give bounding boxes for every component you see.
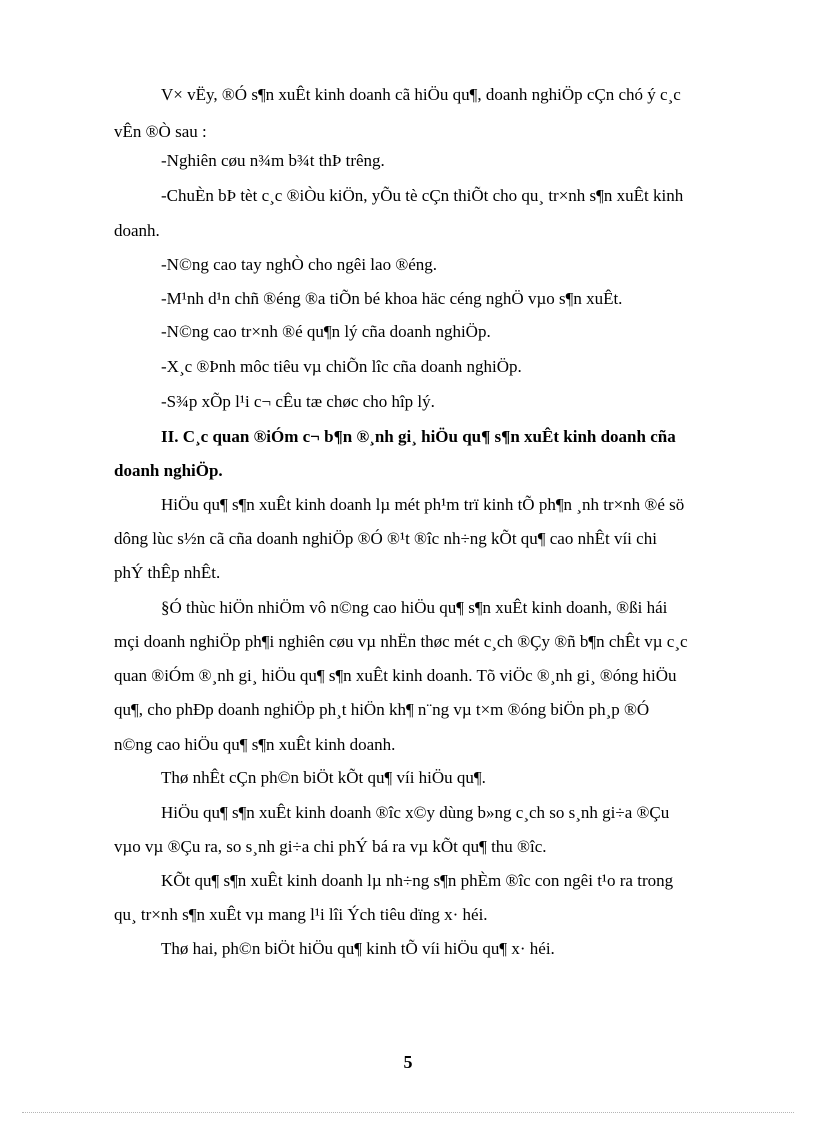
paragraph-line: KÕt qu¶ s¶n xuÊt kinh doanh lµ nh÷ng s¶n phÈm ®îc con ngêi t¹o ra trong xyxy=(161,871,674,890)
paragraph-line: §Ó thùc hiÖn nhiÖm vô n©ng cao hiÖu qu¶ s¶n xuÊt kinh doanh, ®ßi hái xyxy=(161,598,668,617)
paragraph-line: V× vËy, ®Ó s¶n xuÊt kinh doanh cã hiÖu qu¶, doanh nghiÖp cÇn chó ý c¸c xyxy=(161,85,681,104)
paragraph-line: vµo vµ ®Çu ra, so s¸nh gi÷a chi phÝ bá ra vµ kÕt qu¶ thu ®îc. xyxy=(114,837,547,856)
section-heading: doanh nghiÖp. xyxy=(114,461,223,480)
paragraph-line: n©ng cao hiÖu qu¶ s¶n xuÊt kinh doanh. xyxy=(114,735,396,754)
paragraph-line: quan ®iÓm ®¸nh gi¸ hiÖu qu¶ s¶n xuÊt kinh doanh. Tõ viÖc ®¸nh gi¸ ®óng hiÖu xyxy=(114,666,677,685)
paragraph-line: dông lùc s½n cã cña doanh nghiÖp ®Ó ®¹t ®îc nh÷ng kÕt qu¶ cao nhÊt víi chi xyxy=(114,529,657,548)
page-border xyxy=(22,1112,794,1113)
paragraph-line: phÝ thÊp nhÊt. xyxy=(114,563,221,582)
paragraph-line: qu¸ tr×nh s¶n xuÊt vµ mang l¹i lîi Ých tiêu dïng x· héi. xyxy=(114,905,488,924)
page-number: 5 xyxy=(403,1052,413,1072)
list-item: -X¸c ®Þnh môc tiêu vµ chiÕn lîc cña doanh nghiÖp. xyxy=(161,357,522,376)
paragraph-line: doanh. xyxy=(114,221,160,240)
list-item: -S¾p xÕp l¹i c¬ cÊu tæ chøc cho hîp lý. xyxy=(161,392,435,411)
section-heading: II. C¸c quan ®iÓm c¬ b¶n ®¸nh gi¸ hiÖu qu¶ s¶n xuÊt kinh doanh cña xyxy=(161,427,676,446)
paragraph-line: qu¶, cho phÐp doanh nghiÖp ph¸t hiÖn kh¶ n¨ng vµ t×m ®óng biÖn ph¸p ®Ó xyxy=(114,700,650,719)
paragraph-line: mçi doanh nghiÖp ph¶i nghiên cøu vµ nhËn thøc mét c¸ch ®Çy ®ñ b¶n chÊt vµ c¸c xyxy=(114,632,688,651)
list-item: -N©ng cao tr×nh ®é qu¶n lý cña doanh nghiÖp. xyxy=(161,322,491,341)
paragraph-line: vÊn ®Ò sau : xyxy=(114,122,207,141)
list-item: -ChuÈn bÞ tèt c¸c ®iÒu kiÖn, yÕu tè cÇn thiÕt cho qu¸ tr×nh s¶n xuÊt kinh xyxy=(161,186,684,205)
list-item: -N©ng cao tay nghÒ cho ngêi lao ®éng. xyxy=(161,255,438,274)
list-item: -Nghiên cøu n¾m b¾t thÞ trêng. xyxy=(161,151,385,170)
paragraph-line: HiÖu qu¶ s¶n xuÊt kinh doanh ®îc x©y dùng b»ng c¸ch so s¸nh gi÷a ®Çu xyxy=(161,803,670,822)
paragraph-line: Thø nhÊt cÇn ph©n biÖt kÕt qu¶ víi hiÖu qu¶. xyxy=(161,768,486,787)
list-item: -M¹nh d¹n chñ ®éng ®a tiÕn bé khoa häc céng nghÖ vµo s¶n xuÊt. xyxy=(161,289,623,308)
paragraph-line: Thø hai, ph©n biÖt hiÖu qu¶ kinh tÕ víi hiÖu qu¶ x· héi. xyxy=(161,939,555,958)
paragraph-line: HiÖu qu¶ s¶n xuÊt kinh doanh lµ mét ph¹m trï kinh tÕ ph¶n ¸nh tr×nh ®é sö xyxy=(161,495,685,514)
